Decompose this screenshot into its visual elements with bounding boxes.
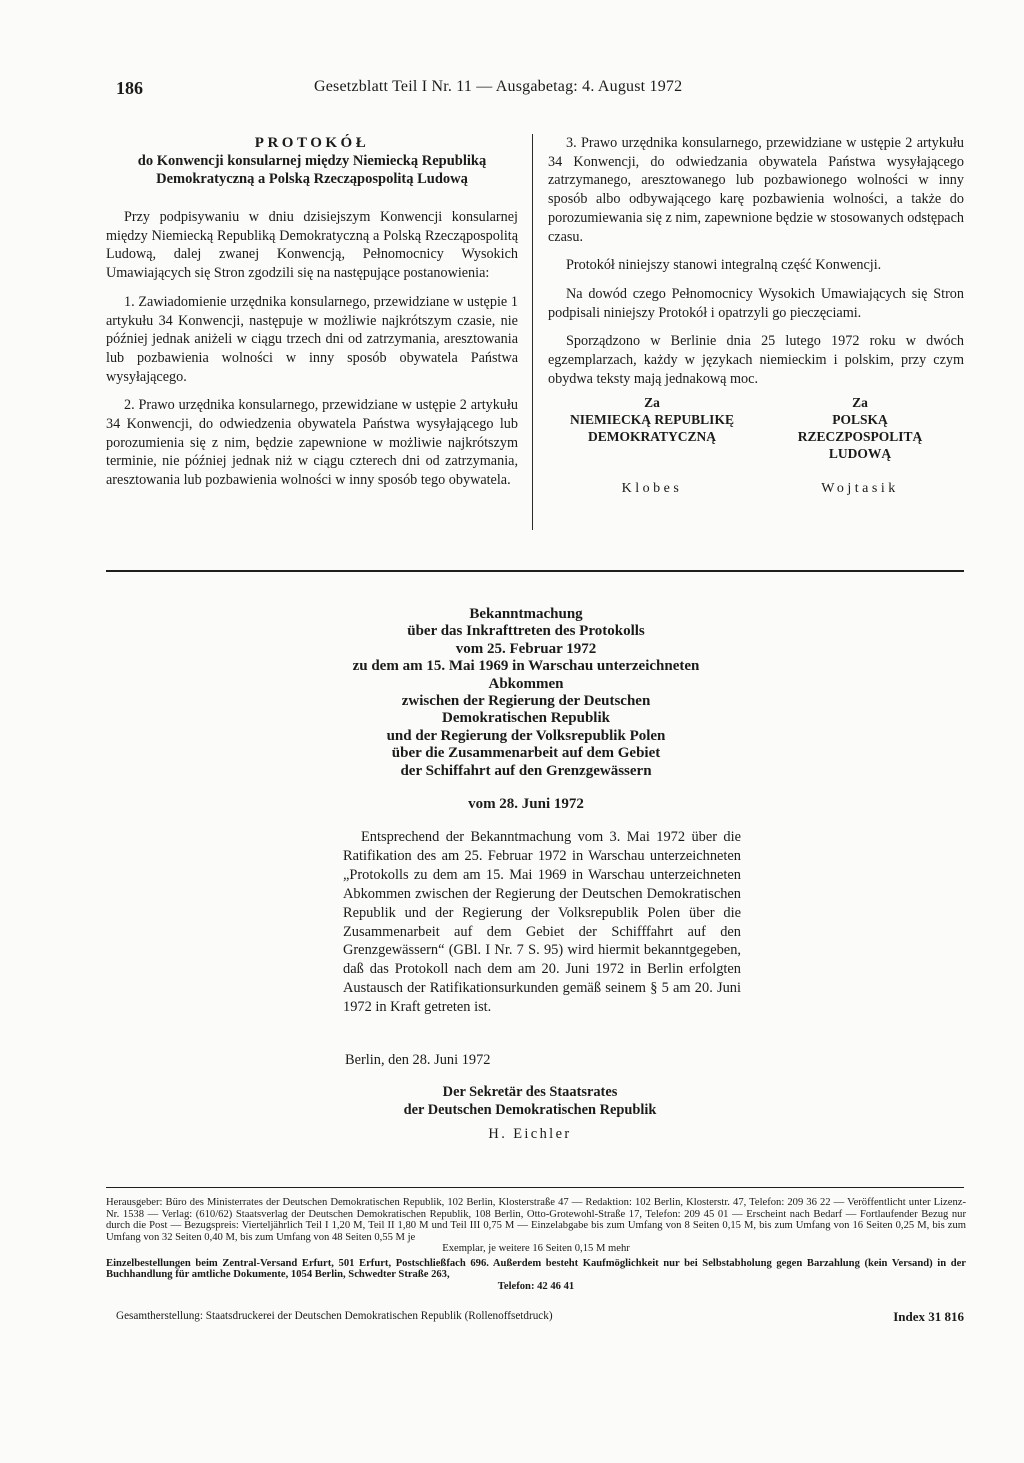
title-line: über die Zusammenarbeit auf dem Gebiet xyxy=(391,745,661,762)
bekanntmachung-title xyxy=(296,606,756,780)
section-divider xyxy=(106,570,964,572)
signature-party-line1: POLSKĄ xyxy=(832,412,888,428)
imprint-publisher: Herausgeber: Büro des Ministerrates der Deutschen Demokratischen Republik, 102 Berlin, Klosterstraße 47 — Redaktion: 102 Berlin, Klosterstr. 47, Telefon: 209 36 22 — Veröffentlicht unter Lizenz-Nr. 1538 — Verlag: (610/62) Staatsverlag der Deutschen Demokratischen Republik, 108 Berlin, Otto-Grotewohl-Straße 17, Telefon: 209 45 01 — Erscheint nach Bedarf — Fortlaufender Bezug nur durch die Post — Bezugspreis: Vierteljährlich Teil I 1,20 M, Teil II 1,80 M und Teil III 0,75 M — Einzelabgabe bis zum Umfang von 8 Seiten 0,15 M, bis zum Umfang von 16 Seiten 0,25 M, bis zum Umfang von 32 Seiten 0,40 M, bis zum Umfang von 48 Seiten 0,55 M je xyxy=(106,1197,966,1243)
protocol-intro: Przy podpisywaniu w dniu dzisiejszym Konwencji konsularnej między Niemiecką Republiką Demokratyczną a Polską Rzecząpospolitą Ludową, dalej zwanej Konwencją, Pełnomocnicy Wysokich Umawiających się Stron zgodzili się na następujące postanowienia: xyxy=(106,209,518,282)
imprint-orders-end: Telefon: 42 46 41 xyxy=(497,1280,575,1292)
protocol-title: PROTOKÓŁ xyxy=(254,135,370,151)
protocol-integral: Protokół niniejszy stanowi integralną część Konwencji. xyxy=(566,257,882,274)
protocol-item-3: 3. Prawo urzędnika konsularnego, przewidziane w ustępie 2 artykułu 34 Konwencji, do odwiedzania obywatela Państwa wysyłającego zatrzymanego, aresztowanego lub pozbawionego wolności w inny sposób albo odbywającego karę pozbawienia wolności, a także do porozumiewania się z nim, zapewnione będzie w stosowanych odstępach czasu. xyxy=(548,135,964,245)
title-line: zwischen der Regierung der Deutschen xyxy=(401,693,651,710)
signature-za: Za xyxy=(852,395,868,411)
signature-prl xyxy=(756,394,964,497)
place-and-date: Berlin, den 28. Juni 1972 xyxy=(345,1052,491,1068)
office-line2: der Deutschen Demokratischen Republik xyxy=(403,1101,657,1118)
title-line: über das Inkrafttreten des Protokolls xyxy=(407,623,645,640)
title-line: der Schiffahrt auf den Grenzgewässern xyxy=(400,762,652,779)
signature-party-line3: LUDOWĄ xyxy=(828,446,892,462)
title-line: Bekanntmachung xyxy=(469,606,583,622)
imprint-printer-row xyxy=(116,1310,964,1322)
protocol-item-1: 1. Zawiadomienie urzędnika konsularnego, przewidziane w ustępie 1 artykułu 34 Konwencji, następuje w możliwie najkrótszym czasie, nie później jednak aniżeli w ciągu trzech dni od zatrzymania, aresztowania lub pozbawienia wolności w inny sposób obywatela Państwa wysyłającego. xyxy=(106,293,518,385)
bekanntmachung-body xyxy=(343,828,741,1017)
protocol-heading xyxy=(106,134,518,188)
protocol-witness: Na dowód czego Pełnomocnicy Wysokich Umawiających się Stron podpisali niniejszy Protokół i opatrzyli go pieczęciami. xyxy=(548,285,964,321)
title-line: zu dem am 15. Mai 1969 in Warschau unterzeichneten xyxy=(352,658,700,675)
signature-name: Klobes xyxy=(621,481,683,497)
imprint xyxy=(106,1197,966,1292)
column-divider xyxy=(532,134,533,530)
signature-name: Wojtasik xyxy=(821,481,899,497)
title-line: Abkommen xyxy=(488,675,564,692)
bekanntmachung-text: Entsprechend der Bekanntmachung vom 3. Mai 1972 über die Ratifikation des am 25. Februar 1972 in Warschau unterzeichneten „Protokolls zu dem am 15. Mai 1969 in Warschau unterzeichneten Abkommen zwischen der Regierung der Deutschen Demokratischen Republik und der Regierung der Volksrepublik Polen über die Zusammenarbeit auf dem Gebiet der Schifffahrt auf den Grenzgewässern“ (GBl. I Nr. 7 S. 95) wird hiermit bekanntgegeben, daß das Protokoll nach dem am 20. Juni 1972 in Berlin erfolgten Austausch der Ratifikationsurkunden gemäß seinem § 5 am 20. Juni 1972 in Kraft getreten ist. xyxy=(343,829,741,1016)
signature-party-line1: NIEMIECKĄ REPUBLIKĘ xyxy=(570,412,734,428)
issuing-office xyxy=(300,1084,760,1119)
signature-block xyxy=(548,394,964,497)
signature-party-line2: RZECZPOSPOLITĄ xyxy=(797,429,923,445)
index-number: Index 31 816 xyxy=(893,1309,964,1324)
protocol-right-column xyxy=(548,134,964,497)
protocol-subtitle-line1: do Konwencji konsularnej między Niemiecką Republiką xyxy=(137,153,487,169)
title-line: und der Regierung der Volksrepublik Polen xyxy=(386,727,666,744)
page-header xyxy=(116,78,964,106)
imprint-divider xyxy=(106,1187,964,1188)
imprint-orders: Einzelbestellungen beim Zentral-Versand Erfurt, 501 Erfurt, Postschließfach 696. Außerdem besteht Kaufmöglichkeit nur bei Selbstabholung gegen Barzahlung (kein Versand) in der Buchhandlung für amtliche Dokumente, 1054 Berlin, Schwedter Straße 263, xyxy=(106,1257,966,1280)
office-line1: Der Sekretär des Staatsrates xyxy=(442,1084,618,1100)
running-title: Gesetzblatt Teil I Nr. 11 — Ausgabetag: 4. August 1972 xyxy=(314,78,683,95)
title-line: Demokratischen Republik xyxy=(442,710,610,727)
protocol-done-at: Sporządzono w Berlinie dnia 25 lutego 1972 roku w dwóch egzemplarzach, każdy w językach niemieckim i polskim, przy czym obydwa teksty mają jednakową moc. xyxy=(548,333,964,387)
title-line: vom 25. Februar 1972 xyxy=(455,640,597,657)
protocol-item-2: 2. Prawo urzędnika konsularnego, przewidziane w ustępie 2 artykułu 34 Konwencji, do odwiedzenia obywatela Państwa wysyłającego lub porozumienia się z nim, będzie zapewnione w możliwie najkrótszym terminie, nie później jednak niż w ciągu czterech dni od zatrzymania, aresztowania lub pozbawienia wolności w inny sposób tego obywatela. xyxy=(106,397,518,489)
page-number: 186 xyxy=(116,78,143,98)
imprint-publisher-end: Exemplar, je weitere 16 Seiten 0,15 M mehr xyxy=(442,1243,630,1254)
protocol-left-column xyxy=(106,134,518,490)
signature-party-line2: DEMOKRATYCZNĄ xyxy=(588,429,716,445)
signatory-name: H. Eichler xyxy=(488,1126,572,1142)
bekanntmachung-date: vom 28. Juni 1972 xyxy=(468,796,584,812)
signature-gdr xyxy=(548,394,756,497)
imprint-printer: Gesamtherstellung: Staatsdruckerei der Deutschen Demokratischen Republik (Rollenoffsetdruck) xyxy=(116,1310,553,1322)
protocol-subtitle-line2: Demokratyczną a Polską Rzecząpospolitą Ludową xyxy=(156,171,468,187)
signature-za: Za xyxy=(644,395,660,411)
